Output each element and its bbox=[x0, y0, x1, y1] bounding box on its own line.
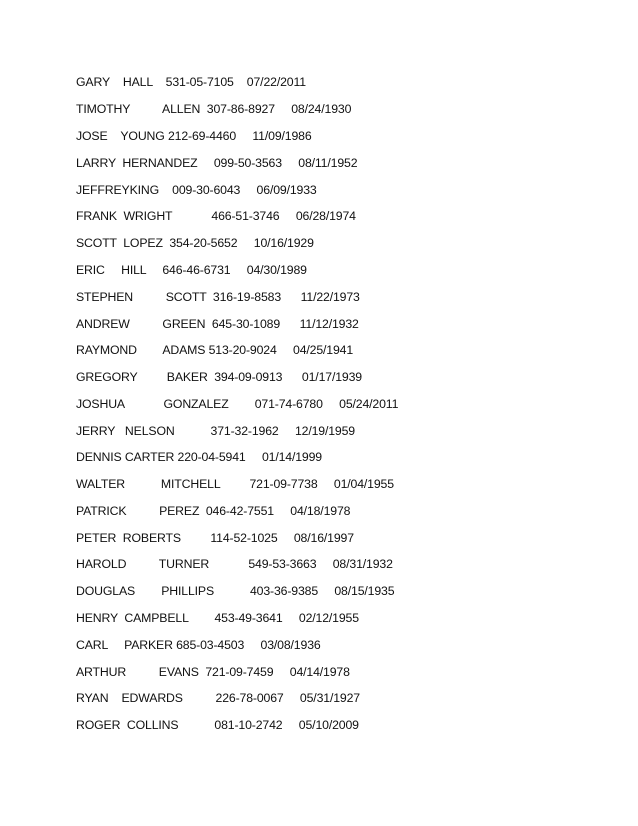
record-line: GARY HALL 531-05-7105 07/22/2011 bbox=[76, 75, 306, 89]
record-line: DENNIS CARTER 220-04-5941 01/14/1999 bbox=[76, 450, 322, 464]
record-line: SCOTT LOPEZ 354-20-5652 10/16/1929 bbox=[76, 236, 314, 250]
record-line: HENRY CAMPBELL 453-49-3641 02/12/1955 bbox=[76, 611, 359, 625]
record-line: DOUGLAS PHILLIPS 403-36-9385 08/15/1935 bbox=[76, 584, 395, 598]
record-line: PATRICK PEREZ 046-42-7551 04/18/1978 bbox=[76, 504, 351, 518]
record-line: HAROLD TURNER 549-53-3663 08/31/1932 bbox=[76, 557, 393, 571]
record-line: WALTER MITCHELL 721-09-7738 01/04/1955 bbox=[76, 477, 394, 491]
record-line: TIMOTHY ALLEN 307-86-8927 08/24/1930 bbox=[76, 102, 352, 116]
record-line: RYAN EDWARDS 226-78-0067 05/31/1927 bbox=[76, 691, 360, 705]
record-line: CARL PARKER 685-03-4503 03/08/1936 bbox=[76, 638, 321, 652]
record-line: FRANK WRIGHT 466-51-3746 06/28/1974 bbox=[76, 209, 356, 223]
record-line: ROGER COLLINS 081-10-2742 05/10/2009 bbox=[76, 718, 359, 732]
record-line: JERRY NELSON 371-32-1962 12/19/1959 bbox=[76, 424, 355, 438]
record-line: ANDREW GREEN 645-30-1089 11/12/1932 bbox=[76, 317, 359, 331]
record-line: GREGORY BAKER 394-09-0913 01/17/1939 bbox=[76, 370, 362, 384]
record-line: JOSE YOUNG 212-69-4460 11/09/1986 bbox=[76, 129, 312, 143]
record-line: PETER ROBERTS 114-52-1025 08/16/1997 bbox=[76, 531, 354, 545]
record-line: JEFFREYKING 009-30-6043 06/09/1933 bbox=[76, 183, 317, 197]
record-line: ERIC HILL 646-46-6731 04/30/1989 bbox=[76, 263, 307, 277]
record-line: LARRY HERNANDEZ 099-50-3563 08/11/1952 bbox=[76, 156, 358, 170]
record-line: JOSHUA GONZALEZ 071-74-6780 05/24/2011 bbox=[76, 397, 399, 411]
record-line: ARTHUR EVANS 721-09-7459 04/14/1978 bbox=[76, 665, 350, 679]
record-line: STEPHEN SCOTT 316-19-8583 11/22/1973 bbox=[76, 290, 360, 304]
record-line: RAYMOND ADAMS 513-20-9024 04/25/1941 bbox=[76, 343, 354, 357]
